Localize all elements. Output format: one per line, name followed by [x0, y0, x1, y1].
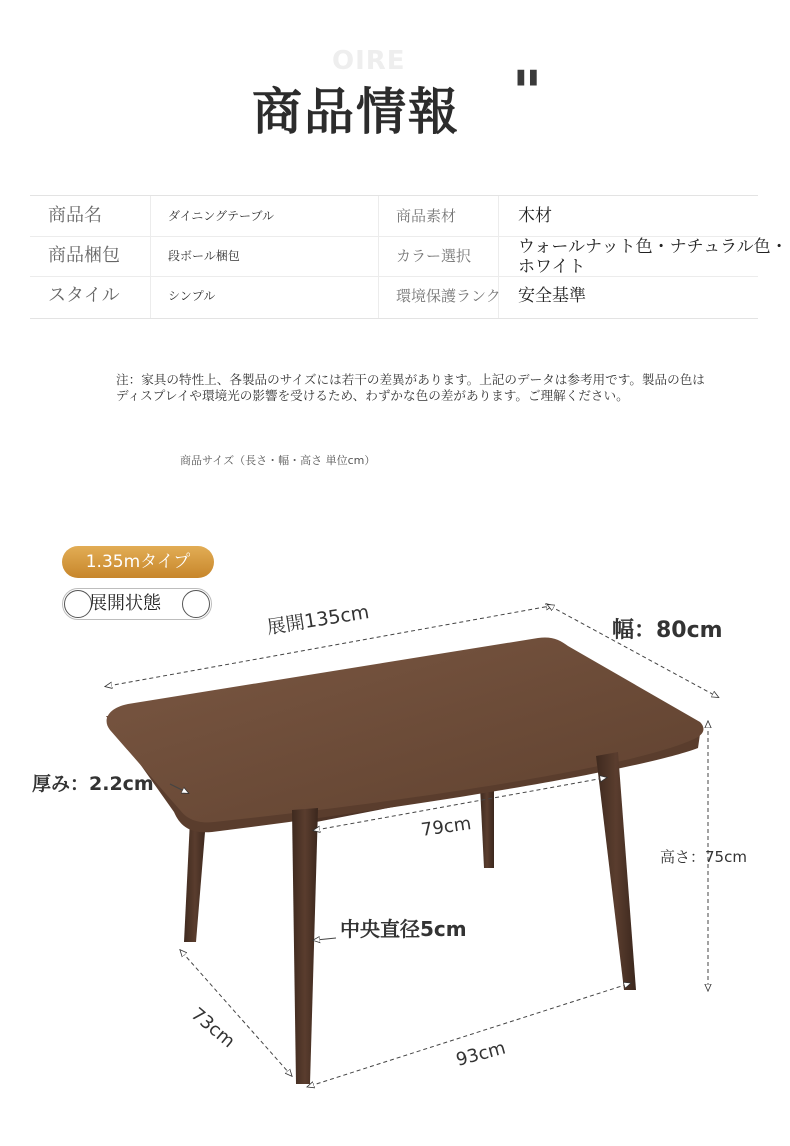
height-label: 高さ：75cm — [660, 848, 747, 866]
leg-diameter-arrow — [316, 938, 336, 940]
spec-value: ウォールナット色・ナチュラル色・ホワイト — [518, 237, 788, 277]
state-option-label: 展開状態 — [89, 593, 161, 614]
leg-span-label: 93cm — [453, 1037, 508, 1071]
leg-depth-label: 73cm — [186, 1003, 239, 1053]
back-leg-left — [184, 820, 206, 942]
spec-label: 商品素材 — [396, 207, 457, 225]
spec-value: 段ボール梱包 — [168, 249, 240, 263]
spec-label: カラー選択 — [396, 247, 472, 265]
spec-value: ダイニングテーブル — [168, 209, 274, 223]
thickness-label: 厚み：2.2cm — [32, 773, 154, 795]
spec-label: 商品名 — [48, 205, 102, 226]
spec-label: 商品梱包 — [48, 245, 120, 266]
spec-value: 安全基準 — [518, 286, 586, 306]
spec-value: シンプル — [168, 289, 216, 303]
front-leg-left — [292, 808, 318, 1084]
size-caption: 商品サイズ（長さ・幅・高さ 単位cm） — [180, 454, 376, 467]
spec-label: スタイル — [48, 285, 120, 306]
leg-diameter-label: 中央直径5cm — [340, 917, 467, 941]
length-label: 展開135cm — [265, 601, 371, 639]
quote-mark: " — [512, 58, 543, 126]
inner-span-label: 79cm — [419, 813, 473, 841]
type-option-button[interactable]: 1.35mタイプ — [62, 546, 214, 578]
disclaimer-note: 注：家具の特性上、各製品のサイズには若干の差異があります。上記のデータは参考用です。製品の色はディスプレイや環境光の影響を受けるため、わずかな色の差があります。ご理解ください。 — [116, 372, 705, 403]
leg-span-dimension-line — [310, 984, 628, 1086]
page-title: 商品情報 — [252, 83, 460, 141]
front-leg-right — [596, 752, 636, 990]
spec-label: 環境保護ランク — [396, 287, 501, 305]
width-label: 幅：80cm — [612, 618, 723, 643]
watermark: OIRE — [332, 46, 406, 76]
spec-value: 木材 — [518, 206, 552, 226]
